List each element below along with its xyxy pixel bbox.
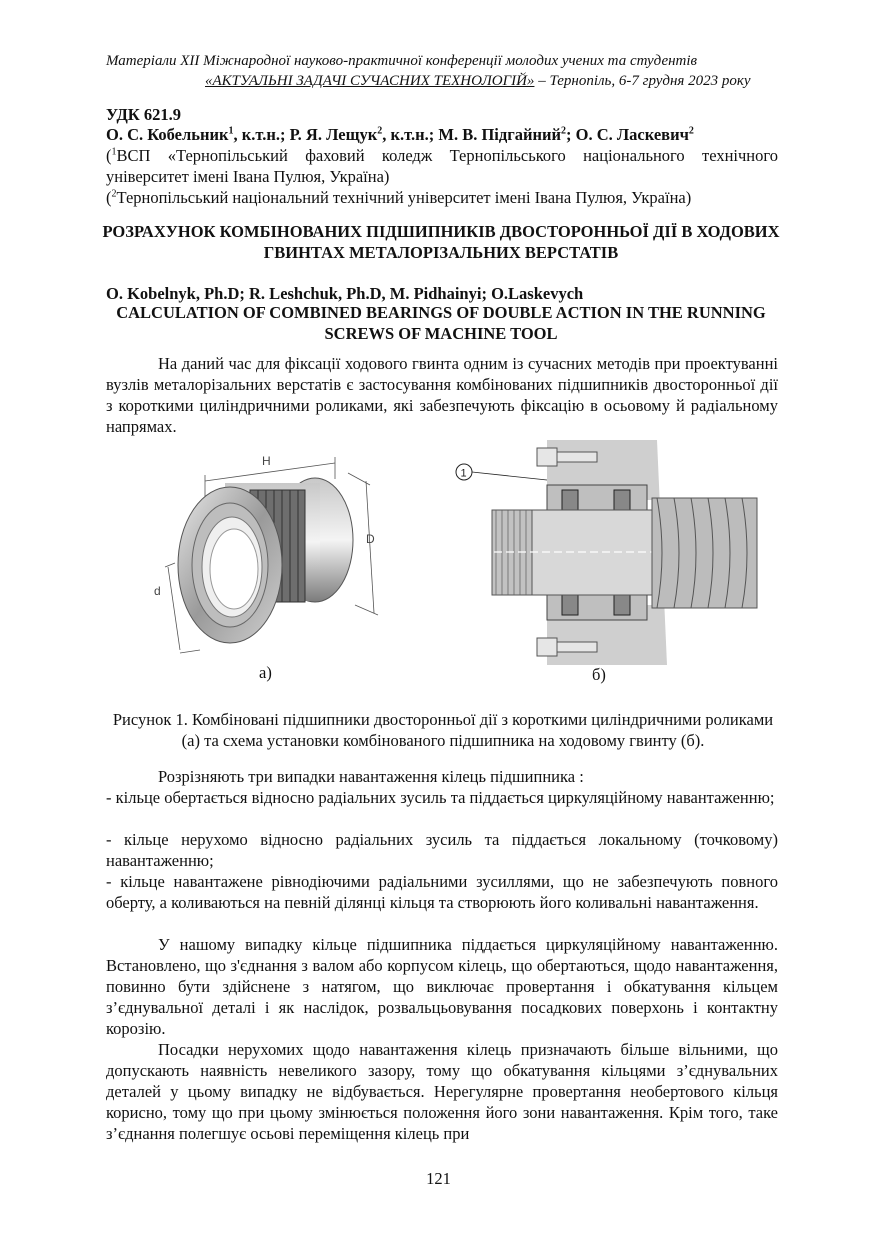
- figure-caption: Рисунок 1. Комбіновані підшипники двосторонньої дії з короткими циліндричними роликами (а) та схема установки комбінованого підшипника на ходовому гвинту (б).: [112, 710, 774, 750]
- paragraph-fits: Посадки нерухомих щодо навантаження кілець призначають більше вільними, що допускають наявність невеликого зазору, тому що обкатування кільцями з’єднувальних деталей у цьому випадку не відбувається. Нерегулярне провертання необертового кільця корисно, тому що при цьому змінюється положення його зони навантаження. Крім того, таке з’єднання полегшує осьові переміщення кілець при: [106, 1040, 778, 1143]
- conference-place-date: – Тернопіль, 6-7 грудня 2023 року: [534, 73, 751, 89]
- conference-name: «АКТУАЛЬНІ ЗАДАЧІ СУЧАСНИХ ТЕХНОЛОГІЙ»: [205, 73, 535, 89]
- bearing-illustration-a: [150, 445, 390, 660]
- callout-1-label: 1: [460, 467, 467, 480]
- figure-label-b: б): [592, 665, 606, 684]
- conference-header-line1: Матеріали XII Міжнародної науково-практичної конференції молодих учених та студентів: [106, 53, 698, 69]
- paragraph-cases: Розрізняють три випадки навантаження кілець підшипника :: [158, 767, 584, 786]
- page-number: 121: [426, 1169, 451, 1188]
- title-english: CALCULATION OF COMBINED BEARINGS OF DOUBLE ACTION IN THE RUNNING SCREWS OF MACHINE TOOL: [116, 303, 766, 343]
- list-item: - кільце нерухомо відносно радіальних зусиль та піддається локальному (точковому) навантаженню;: [106, 830, 778, 870]
- paragraph-circulation: У нашому випадку кільце підшипника піддається циркуляційному навантаженню. Встановлено, що з'єднання з валом або корпусом кілець, що обертаються, щодо навантаження, повинно бути здійснене з натягом, що виключає провертання і обкатування кільцем з’єднувальної деталі і як наслідок, розвальцьовування посадкових поверхонь і контактну корозію.: [106, 935, 778, 1038]
- affiliation-1: ($^1$ВСП «Тернопільський фаховий коледж Тернопільського національного технічного університет імені Івана Пулюя, Україна): [106, 146, 778, 186]
- installation-scheme-b: [452, 440, 762, 665]
- affiliation-2: ($^2$Тернопільський національний технічний університет імені Івана Пулюя, Україна): [106, 188, 692, 207]
- dimension-D-label: D: [366, 532, 375, 546]
- udk-code: УДК 621.9: [106, 105, 182, 124]
- dimension-H-label: H: [262, 454, 271, 468]
- title-ukrainian: РОЗРАХУНОК КОМБІНОВАНИХ ПІДШИПНИКІВ ДВОСТОРОННЬОЇ ДІЇ В ХОДОВИХ ГВИНТАХ МЕТАЛОРІЗАЛЬНИХ ВЕРСТАТІВ: [102, 222, 780, 262]
- figure-label-a: а): [259, 663, 272, 682]
- authors-line: О. С. Кобельник$^1$, к.т.н.; Р. Я. Лещук$^2$, к.т.н.; М. В. Підгайний$^2$; О. С. Ласкевич$^2$: [106, 125, 694, 144]
- list-item: - кільце обертається відносно радіальних зусиль та піддається циркуляційному навантаженню;: [106, 788, 775, 807]
- list-item: - кільце навантажене рівнодіючими радіальними зусиллями, що не забезпечують повного оберту, а коливаються на певній ділянці кільця та створюють його коливальні навантаження.: [106, 872, 778, 912]
- conference-header-line2: [205, 72, 877, 91]
- paragraph-intro: На даний час для фіксації ходового гвинта одним із сучасних методів при проектуванні вузлів металорізальних верстатів є застосування комбінованих підшипників двосторонньої дії з короткими циліндричними роликами, які забезпечують фіксацію в осьовому й радіальному напрямах.: [106, 354, 778, 436]
- authors-english: O. Kobelnyk, Ph.D; R. Leshchuk, Ph.D, M. Pidhainyi; O.Laskevych: [106, 284, 584, 303]
- dimension-d-label: d: [154, 584, 161, 598]
